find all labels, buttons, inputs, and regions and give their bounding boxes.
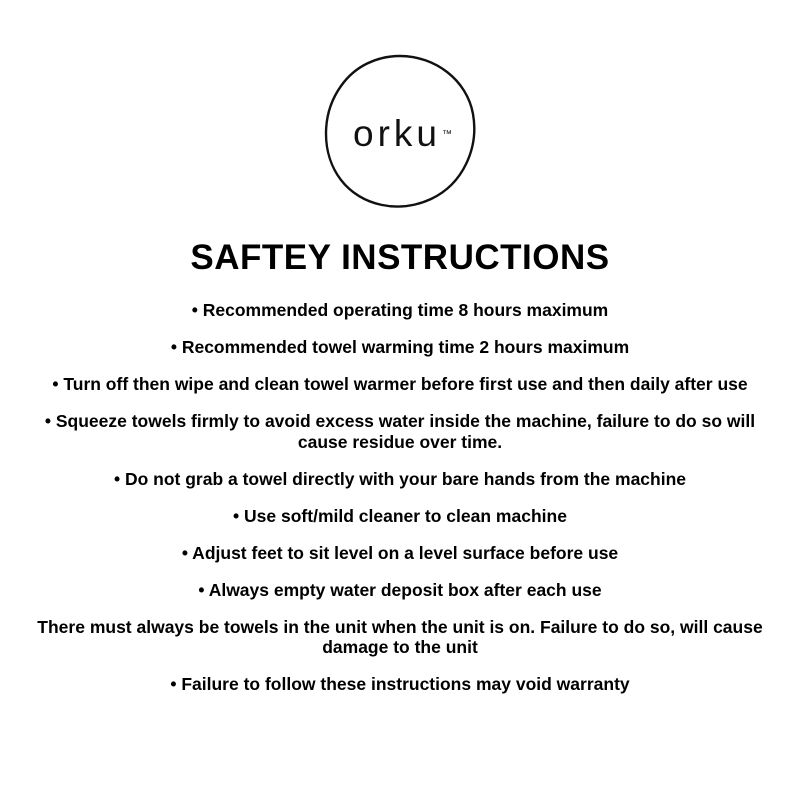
list-item: • Turn off then wipe and clean towel warmer before first use and then daily after use: [52, 374, 748, 395]
list-item: • Always empty water deposit box after each use: [198, 580, 602, 600]
page-title: SAFTEY INSTRUCTIONS: [190, 238, 610, 277]
list-item: • Squeeze towels firmly to avoid excess water inside the machine, failure to do so will cause residue over time.: [44, 411, 756, 452]
list-item: • Adjust feet to sit level on a level surface before use: [181, 542, 619, 563]
instruction-list: [37, 300, 763, 712]
list-item: • Use soft/mild cleaner to clean machine: [233, 505, 567, 526]
list-item: • Recommended towel warming time 2 hours maximum: [170, 337, 630, 358]
list-item: • Do not grab a towel directly with your bare hands from the machine: [113, 468, 687, 489]
logo-brand-text: orku: [353, 113, 441, 154]
logo-trademark: ™: [441, 128, 452, 140]
list-item: • Recommended operating time 8 hours maximum: [191, 300, 609, 320]
logo-wordmark: [353, 113, 451, 155]
brand-logo: [315, 52, 485, 212]
list-item: There must always be towels in the unit when the unit is on. Failure to do so, will cause damage to the unit: [37, 617, 763, 658]
list-item: • Failure to follow these instructions may void warranty: [170, 674, 630, 695]
